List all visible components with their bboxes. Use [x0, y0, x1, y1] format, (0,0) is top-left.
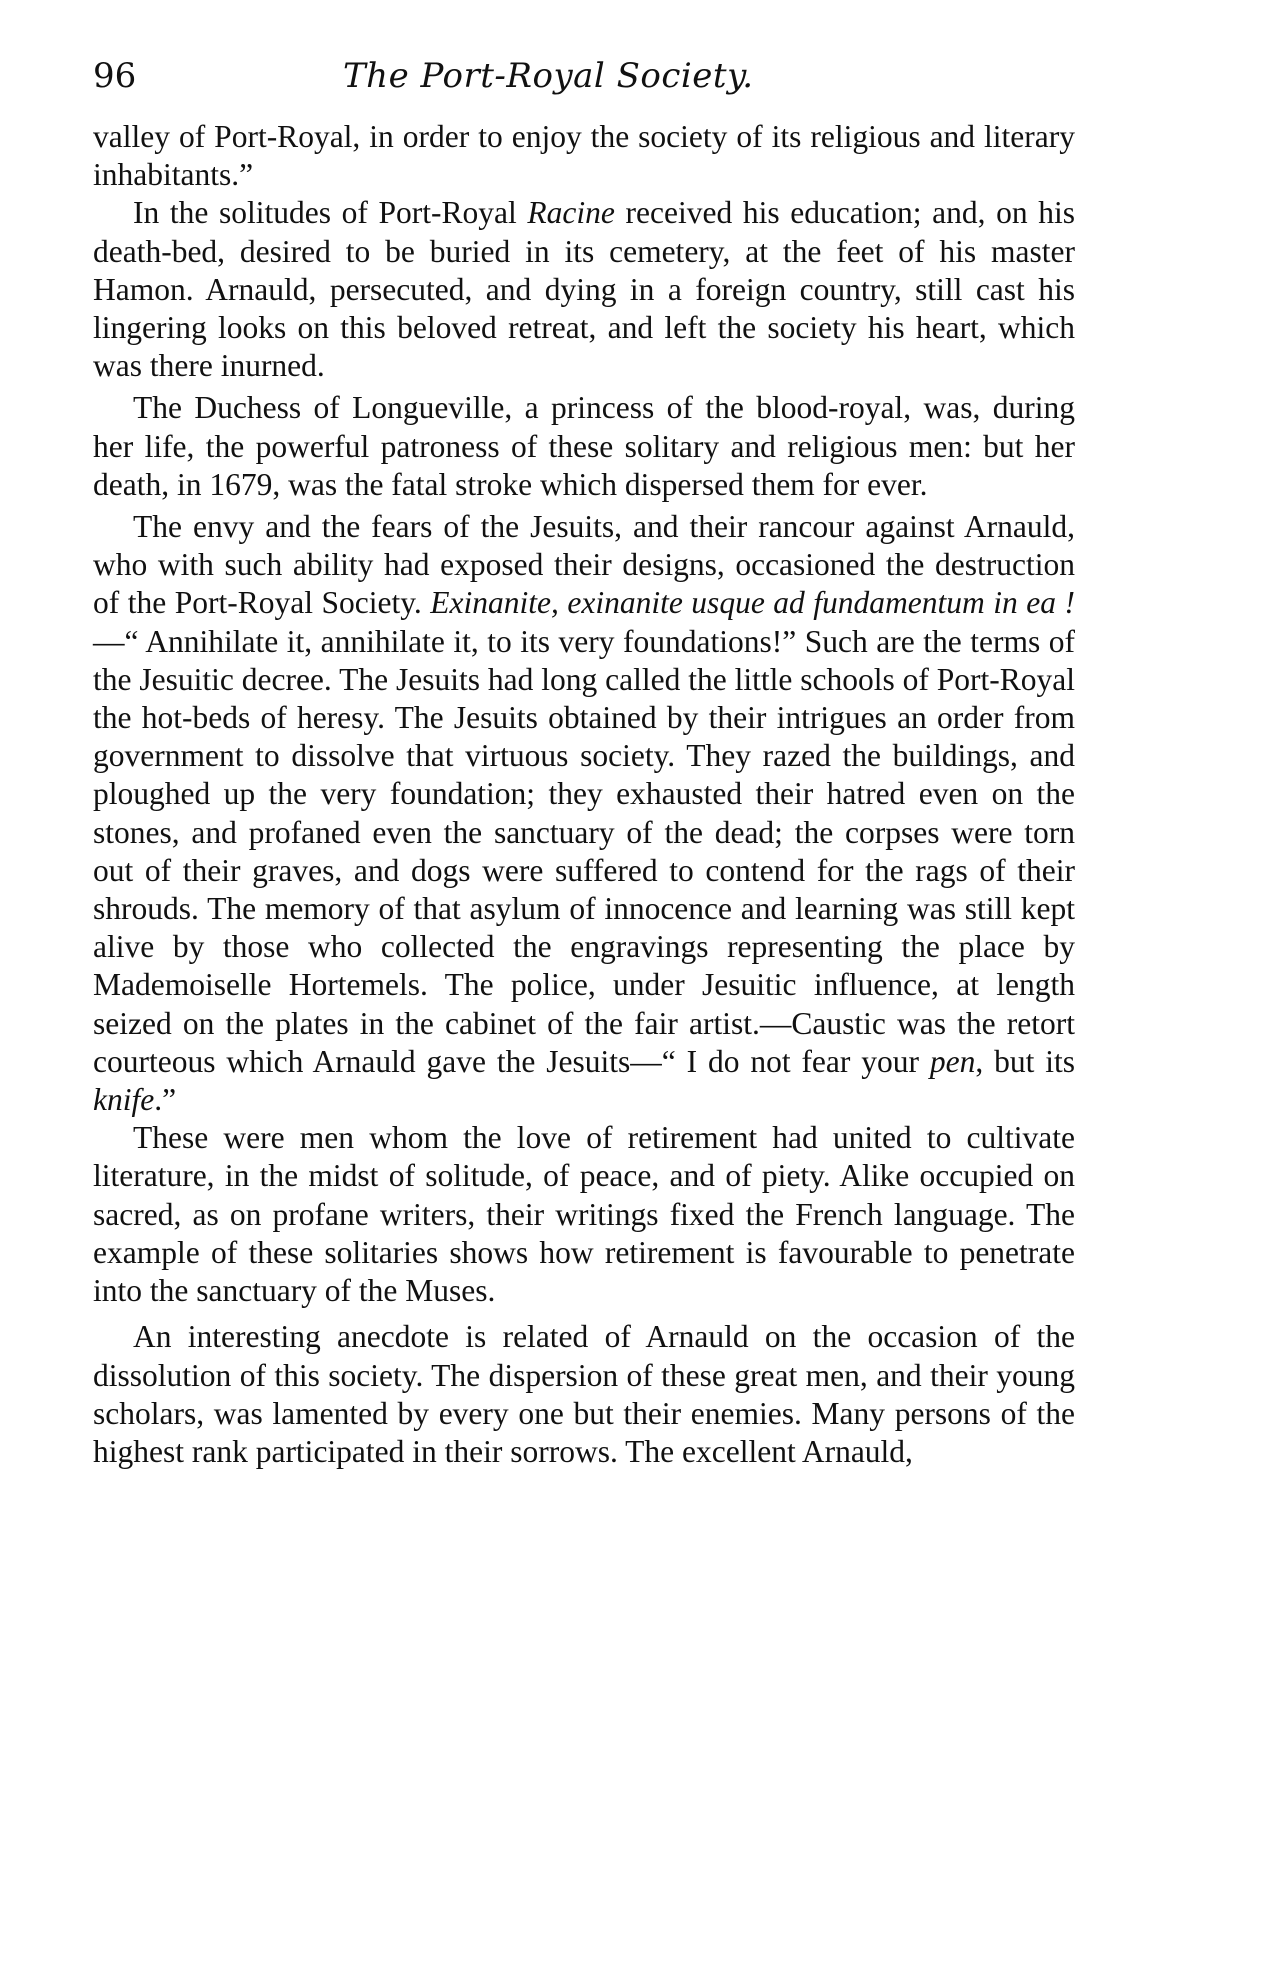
text-segment: The Duchess of Longueville, a princess of the blood-royal, was, during her life, the powerful patroness of these solitary and religious men: but her death, in 1679, was the fatal stroke which dispersed them for ever. [93, 390, 1075, 502]
text-segment: , but its [975, 1043, 1075, 1079]
paragraph [93, 389, 1075, 504]
text-segment: received his education; and, on his death-bed, desired to be buried in its cemetery, at the feet of his master Hamon. Arnauld, persecuted, and dying in a foreign country, still cast his lingering looks on this beloved retreat, and left the society his heart, which was there inurned. [93, 195, 1075, 384]
text-segment: valley of Port-Royal, in order to enjoy the society of its religious and literary inhabitants.” [93, 119, 1075, 193]
text-segment: —“ Annihilate it, annihilate it, to its very foundations!” Such are the terms of the Jesuitic decree. The Jesuits had long called the little schools of Port-Royal the hot-beds of heresy. The Jesuits obtained by their intrigues an order from government to dissolve that virtuous society. They razed the buildings, and ploughed up the very foundation; they exhausted their hatred even on the stones, and profaned even the sanctuary of the dead; the corpses were torn out of their graves, and dogs were suffered to contend for the rags of their shrouds. The memory of that asylum of innocence and learning was still kept alive by those who collected the engravings representing the place by Mademoiselle Hortemels. The police, under Jesuitic influence, at length seized on the plates in the cabinet of the fair artist.—Caustic was the retort courteous which Arnauld gave the Jesuits—“ I do not fear your [93, 623, 1075, 1079]
text-segment: An interesting anecdote is related of Arnauld on the occasion of the dissolution of this society. The dispersion of these great men, and their young scholars, was lamented by every one but their enemies. Many persons of the highest rank participated in their sorrows. The excellent Arnauld, [93, 1319, 1075, 1469]
text-segment: .” [154, 1082, 177, 1118]
paragraph [93, 508, 1075, 1119]
text-segment: The envy and the fears of the Jesuits, and their rancour against Arnauld, who with such ability had exposed their designs, occasioned the destruction of the Port-Royal Society. [93, 509, 1075, 621]
text-segment: These were men whom the love of retirement had united to cultivate literature, in the midst of solitude, of peace, and of piety. Alike occupied on sacred, as on profane writers, their writings fixed the French language. The example of these solitaries shows how retirement is favourable to penetrate into the sanctuary of the Muses. [93, 1120, 1075, 1309]
text-segment-italic: knife [93, 1082, 155, 1118]
running-title: The Port-Royal Society. [343, 56, 754, 96]
text-segment: In the solitudes of Port-Royal [133, 195, 528, 231]
paragraph [93, 194, 1075, 385]
paragraph [93, 1318, 1075, 1471]
text-segment-italic: Exinanite, exinanite usque ad fundamentum in ea ! [430, 585, 1075, 621]
text-segment-italic: pen [929, 1043, 976, 1079]
paragraph [93, 118, 1075, 194]
page-header [93, 56, 1073, 106]
paragraph [93, 1119, 1075, 1310]
page-number: 96 [93, 56, 137, 96]
text-segment-italic: Racine [527, 195, 615, 231]
body-text [93, 118, 1075, 1471]
